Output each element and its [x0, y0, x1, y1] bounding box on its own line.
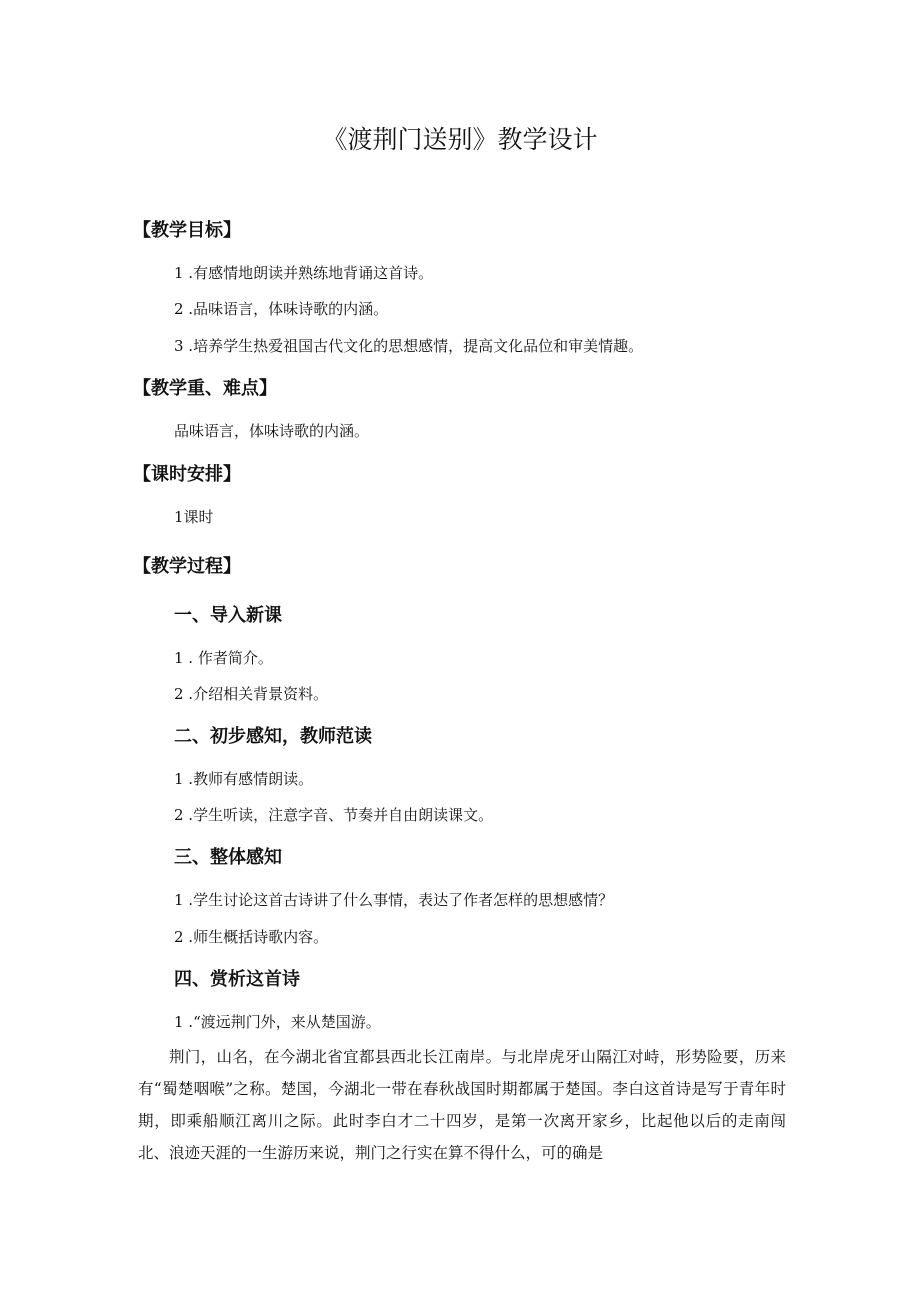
paragraph-text: 荆门，山名，在今湖北省宜都县西北长江南岸。与北岸虎牙山隔江对峙，形势险要，历来有“蜀楚咽喉”之称。楚国，今湖北一带在春秋战国时期都属于楚国。李白这首诗是写于青年时期，即乘船顺江离川之际。此时李白才二十四岁，是第一次离开家乡，比起他以后的走南闯北、浪迹天涯的一生游历来说，荆门之行实在算不得什么，可的确是	[138, 1048, 786, 1162]
body-paragraph	[138, 1041, 786, 1169]
section-heading-schedule: 【课时安排】	[133, 464, 241, 485]
subsection-3-item-2: 2 .师生概括诗歌内容。	[174, 928, 329, 946]
subsection-2-item-1: 1 .教师有感情朗读。	[174, 770, 314, 788]
subsection-2-item-2: 2 .学生听读，注意字音、节奏并自由朗读课文。	[174, 806, 494, 824]
subsection-1-item-2: 2 .介绍相关背景资料。	[174, 685, 329, 703]
document-title: 《渡荆门送别》教学设计	[322, 125, 598, 154]
section-heading-keypoints: 【教学重、难点】	[133, 378, 277, 399]
objective-item-3: 3 .培养学生热爱祖国古代文化的思想感情，提高文化品位和审美情趣。	[174, 337, 644, 355]
section-heading-process: 【教学过程】	[133, 556, 241, 577]
schedule-text: 1课时	[174, 508, 214, 526]
subsection-title-2: 二、初步感知，教师范读	[174, 726, 372, 747]
subsection-title-4: 四、赏析这首诗	[174, 969, 300, 990]
objective-item-1: 1 .有感情地朗读并熟练地背诵这首诗。	[174, 264, 434, 282]
objective-item-2: 2 .品味语言，体味诗歌的内涵。	[174, 300, 389, 318]
keypoints-text: 品味语言，体味诗歌的内涵。	[174, 422, 370, 440]
subsection-title-1: 一、导入新课	[174, 605, 282, 626]
subsection-title-3: 三、整体感知	[174, 847, 282, 868]
section-heading-objectives: 【教学目标】	[133, 220, 241, 241]
subsection-1-item-1: 1 . 作者简介。	[174, 649, 273, 667]
subsection-3-item-1: 1 .学生讨论这首古诗讲了什么事情，表达了作者怎样的思想感情？	[174, 891, 614, 909]
subsection-4-item-1: 1 .“渡远荆门外，来从楚国游。	[174, 1013, 381, 1031]
